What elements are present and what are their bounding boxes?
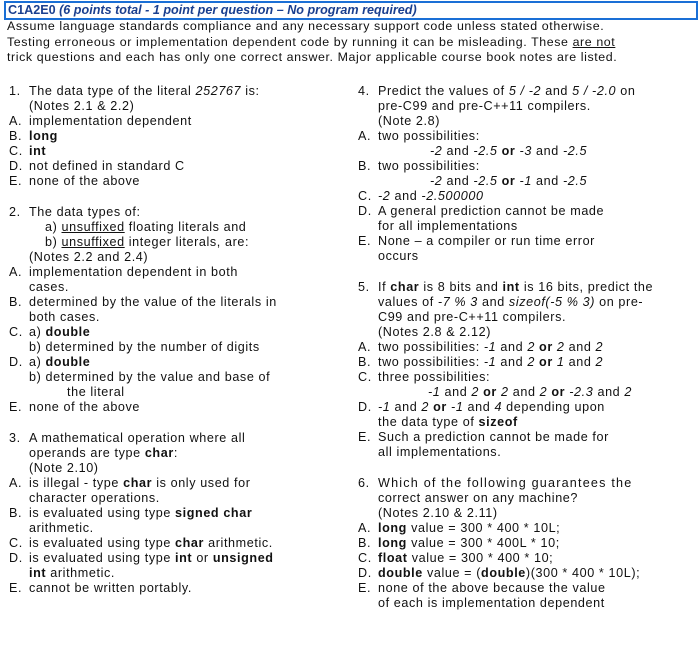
value: -2 [430, 174, 443, 188]
option-text: not defined in standard C [29, 159, 185, 173]
option-b[interactable] [356, 536, 696, 551]
value: -1 [483, 340, 497, 354]
type-keyword: double [378, 566, 423, 580]
question-number: 2. [9, 205, 21, 219]
value: 2 [539, 385, 548, 399]
or-keyword: or [534, 340, 557, 354]
value: -2.3 [569, 385, 594, 399]
stem-text: operands are type [29, 446, 145, 460]
type-keyword: char [144, 446, 174, 460]
stem-text: is 16 bits, predict the [519, 280, 654, 294]
type-keyword: long [378, 521, 407, 535]
value: 2 [527, 355, 535, 369]
option-letter: A. [358, 340, 372, 354]
conj: and [531, 174, 563, 188]
option-text: is evaluated using type [29, 551, 176, 565]
option-d[interactable] [356, 400, 696, 415]
value: 2 [471, 385, 480, 399]
conj: and [390, 189, 422, 203]
notes-reference: (Notes 2.1 & 2.2) [29, 99, 135, 113]
option-a-cont: character operations. [29, 491, 160, 505]
stem-cont: correct answer on any machine? [378, 491, 579, 505]
notes-reference: (Note 2.10) [29, 461, 99, 475]
stem-cont [7, 446, 342, 461]
type-keyword: double [45, 325, 91, 339]
assignment-code: C1A2E0 [8, 3, 56, 17]
option-text: int [29, 144, 47, 158]
option-d[interactable] [356, 204, 696, 219]
option-text: two possibilities: [378, 355, 484, 369]
stem-text: floating literals and [124, 220, 247, 234]
option-text: none of the above [29, 174, 141, 188]
or-keyword: or [497, 174, 520, 188]
notes-reference: (Note 2.8) [378, 114, 440, 128]
option-b[interactable] [356, 355, 696, 370]
option-letter: E. [9, 400, 23, 414]
option-c-cont: b) determined by the number of digits [29, 340, 260, 354]
question-2 [7, 205, 342, 415]
option-c[interactable] [356, 551, 696, 566]
option-text: None – a compiler or run time error [378, 234, 595, 248]
right-column [356, 84, 696, 625]
stem-text: integer literals, are: [124, 235, 250, 249]
option-letter: A. [358, 129, 372, 143]
stem-text: The data types of: [29, 205, 141, 219]
question-number: 5. [358, 280, 370, 294]
stem-cont: pre-C99 and pre-C++11 compilers. [378, 99, 591, 113]
option-b[interactable] [7, 295, 342, 310]
stem-part-b [7, 235, 342, 250]
part-label: a) [29, 355, 46, 369]
or-keyword: or [479, 385, 502, 399]
option-letter: D. [9, 159, 23, 173]
option-b[interactable] [7, 506, 342, 521]
notes-reference: (Notes 2.2 and 2.4) [29, 250, 149, 264]
option-c[interactable] [356, 370, 696, 385]
or-keyword: or [429, 400, 452, 414]
stem-text: is 8 bits and [419, 280, 503, 294]
are-not-emphasis: are not [572, 34, 616, 49]
stem-cont-2: C99 and pre-C++11 compilers. [378, 310, 567, 324]
option-c[interactable] [356, 189, 696, 204]
option-letter: D. [9, 355, 23, 369]
expression: sizeof(-5 % 3) [508, 295, 596, 309]
question-4-stem [356, 84, 696, 99]
question-2-stem [7, 205, 342, 220]
or-keyword: or [547, 385, 570, 399]
option-text: or [192, 551, 213, 565]
option-a[interactable] [7, 114, 342, 129]
value: 4 [494, 400, 503, 414]
type-keyword: float [378, 551, 408, 565]
left-column [7, 84, 342, 610]
option-text: is only used for [152, 476, 251, 490]
value: -2.5 [562, 174, 588, 188]
stem-text: : [173, 446, 178, 460]
option-letter: D. [9, 551, 23, 565]
conj: and [390, 400, 422, 414]
value: -1 [428, 385, 441, 399]
option-text: value = ( [422, 566, 482, 580]
stem-text: A mathematical operation where all [29, 431, 246, 445]
value: -2 [378, 189, 391, 203]
option-letter: A. [358, 521, 372, 535]
option-letter: E. [358, 581, 372, 595]
option-text: value = 300 * 400 * 10L; [406, 521, 561, 535]
option-letter: E. [358, 234, 372, 248]
expression: 5 / -2 [508, 84, 542, 98]
option-d-cont [356, 415, 696, 430]
stem-text: The data type of the literal [29, 84, 196, 98]
option-letter: C. [9, 144, 23, 158]
value: -2 [430, 144, 443, 158]
option-e[interactable] [7, 581, 342, 596]
part-label: a) [45, 220, 62, 234]
option-letter: A. [9, 476, 23, 490]
option-letter: B. [9, 295, 23, 309]
instructions-line-2 [7, 35, 693, 51]
question-4 [356, 84, 696, 264]
option-text: two possibilities: [378, 340, 484, 354]
question-5-stem [356, 280, 696, 295]
option-letter: E. [358, 430, 372, 444]
conj: and [531, 144, 563, 158]
option-c[interactable] [7, 325, 342, 340]
stem-text: values of [378, 295, 438, 309]
option-e-cont: of each is implementation dependent [378, 596, 605, 610]
option-letter: C. [9, 536, 23, 550]
stem-text: and [477, 295, 509, 309]
conj: and [440, 385, 472, 399]
type-keyword: signed char [175, 506, 253, 520]
option-e[interactable] [7, 174, 342, 189]
option-letter: D. [358, 566, 372, 580]
type-keyword: char [175, 536, 205, 550]
instructions [7, 19, 693, 66]
expression: 5 / -2.0 [572, 84, 617, 98]
option-d[interactable] [356, 566, 696, 581]
option-text: is evaluated using type [29, 536, 176, 550]
stem-text: on [616, 84, 636, 98]
option-letter: E. [9, 581, 23, 595]
value: -1 [519, 174, 532, 188]
question-number: 1. [9, 84, 21, 98]
value: -1 [378, 400, 391, 414]
option-d[interactable] [7, 355, 342, 370]
stem-text: Predict the values of [378, 84, 509, 98]
option-text: none of the above because the value [378, 581, 606, 595]
type-keyword: double [45, 355, 91, 369]
value: 2 [421, 400, 430, 414]
type-keyword: unsigned [212, 551, 274, 565]
option-letter: A. [9, 114, 23, 128]
value: 2 [527, 340, 535, 354]
option-e[interactable] [356, 581, 696, 596]
type-keyword: sizeof [478, 415, 518, 429]
conj: and [508, 385, 540, 399]
type-keyword: int [175, 551, 193, 565]
value: 2 [501, 385, 509, 399]
value: -2.5 [473, 174, 498, 188]
option-letter: C. [358, 370, 372, 384]
value: 2 [624, 385, 632, 399]
option-text: arithmetic. [204, 536, 273, 550]
option-text: implementation dependent [29, 114, 192, 128]
option-c-values [356, 385, 696, 400]
stem-part-a [7, 220, 342, 235]
option-text: Such a prediction cannot be made for [378, 430, 609, 444]
option-text: implementation dependent in both [29, 265, 238, 279]
question-3 [7, 431, 342, 596]
type-keyword: long [378, 536, 407, 550]
option-e-cont: occurs [378, 249, 419, 263]
or-keyword: or [534, 355, 557, 369]
part-label: a) [29, 325, 46, 339]
option-text: long [29, 129, 58, 143]
option-b[interactable] [356, 159, 696, 174]
option-a[interactable] [356, 340, 696, 355]
question-1 [7, 84, 342, 189]
option-letter: E. [9, 174, 23, 188]
option-text: three possibilities: [378, 370, 491, 384]
conj: and [593, 385, 625, 399]
option-letter: B. [9, 506, 23, 520]
conj: and [463, 400, 495, 414]
option-d-cont [7, 566, 342, 581]
question-5 [356, 280, 696, 460]
option-letter: D. [358, 204, 372, 218]
question-number: 3. [9, 431, 21, 445]
value: -3 [519, 144, 532, 158]
option-letter: C. [358, 189, 372, 203]
option-letter: B. [358, 159, 372, 173]
conj: and [442, 174, 474, 188]
option-text: depending upon [502, 400, 605, 414]
expression: -7 % 3 [437, 295, 478, 309]
stem-text: Which of the following guarantees the [378, 476, 633, 490]
conj: and [496, 355, 528, 369]
stem-text: If [378, 280, 391, 294]
option-text: two possibilities: [378, 129, 480, 143]
option-text: A general prediction cannot be made [378, 204, 605, 218]
assignment-points: (6 points total - 1 point per question – No program required) [55, 3, 417, 17]
option-a-cont: cases. [29, 280, 69, 294]
option-letter: B. [358, 536, 372, 550]
option-letter: D. [358, 400, 372, 414]
option-a[interactable] [7, 265, 342, 280]
question-6 [356, 476, 696, 611]
notes-reference: (Notes 2.10 & 2.11) [378, 506, 498, 520]
value: -1 [451, 400, 464, 414]
option-text: )(300 * 400 * 10L); [525, 566, 641, 580]
value: -2.5 [562, 144, 588, 158]
conj: and [564, 355, 596, 369]
option-text: the data type of [378, 415, 479, 429]
stem-text: and [541, 84, 573, 98]
value: 1 [556, 355, 565, 369]
or-keyword: or [497, 144, 520, 158]
option-c[interactable] [7, 536, 342, 551]
option-letter: B. [358, 355, 372, 369]
option-text: cannot be written portably. [29, 581, 192, 595]
value: -1 [483, 355, 497, 369]
option-a[interactable] [356, 129, 696, 144]
underlined-term: unsuffixed [61, 235, 125, 249]
option-a[interactable] [356, 521, 696, 536]
stem-text: is: [241, 84, 260, 98]
question-number: 6. [358, 476, 370, 490]
option-text: two possibilities: [378, 159, 480, 173]
option-b-cont: both cases. [29, 310, 101, 324]
option-e-cont: all implementations. [378, 445, 502, 459]
option-b[interactable] [7, 129, 342, 144]
conj: and [564, 340, 596, 354]
question-6-stem [356, 476, 696, 491]
option-text: determined by the value of the literals in [29, 295, 277, 309]
option-e[interactable] [356, 430, 696, 445]
instructions-line-1: Assume language standards compliance and any necessary support code unless stated otherwise. [7, 19, 605, 33]
option-e[interactable] [356, 234, 696, 249]
conj: and [442, 144, 474, 158]
option-d[interactable] [7, 551, 342, 566]
option-d[interactable] [7, 159, 342, 174]
option-letter: A. [9, 265, 23, 279]
assignment-header [4, 1, 698, 20]
option-letter: C. [9, 325, 23, 339]
type-keyword: char [123, 476, 153, 490]
type-keyword: int [29, 566, 47, 580]
option-text: arithmetic. [46, 566, 115, 580]
option-d-cont: b) determined by the value and base of [29, 370, 271, 384]
option-text: is illegal - type [29, 476, 124, 490]
type-keyword: int [502, 280, 520, 294]
option-d-cont: for all implementations [378, 219, 518, 233]
notes-reference: (Notes 2.8 & 2.12) [378, 325, 492, 339]
option-d-cont-2: the literal [67, 385, 125, 399]
literal-value: 252767 [195, 84, 242, 98]
underlined-term: unsuffixed [61, 220, 125, 234]
option-text: is evaluated using type [29, 506, 176, 520]
question-1-stem [7, 84, 342, 99]
type-keyword: char [390, 280, 420, 294]
option-a-values [356, 144, 696, 159]
part-label: b) [45, 235, 62, 249]
option-letter: B. [9, 129, 23, 143]
option-text: none of the above [29, 400, 141, 414]
value: 2 [595, 355, 604, 369]
value: -2.500000 [421, 189, 484, 203]
option-a[interactable] [7, 476, 342, 491]
value: 2 [556, 340, 565, 354]
stem-text: on pre- [595, 295, 644, 309]
option-letter: C. [358, 551, 372, 565]
value: 2 [595, 340, 604, 354]
option-b-values [356, 174, 696, 189]
option-e[interactable] [7, 400, 342, 415]
option-text: value = 300 * 400L * 10; [406, 536, 560, 550]
question-number: 4. [358, 84, 370, 98]
type-keyword: double [481, 566, 526, 580]
instructions-line-3: trick questions and each has only one correct answer. Major applicable course book notes are listed. [7, 50, 618, 64]
instructions-text: Testing erroneous or implementation dependent code by running it can be misleading. These [7, 34, 573, 49]
option-b-cont: arithmetic. [29, 521, 94, 535]
option-c[interactable] [7, 144, 342, 159]
stem-cont [356, 295, 696, 310]
value: -2.5 [473, 144, 498, 158]
option-text: value = 300 * 400 * 10; [407, 551, 554, 565]
conj: and [496, 340, 528, 354]
question-3-stem [7, 431, 342, 446]
